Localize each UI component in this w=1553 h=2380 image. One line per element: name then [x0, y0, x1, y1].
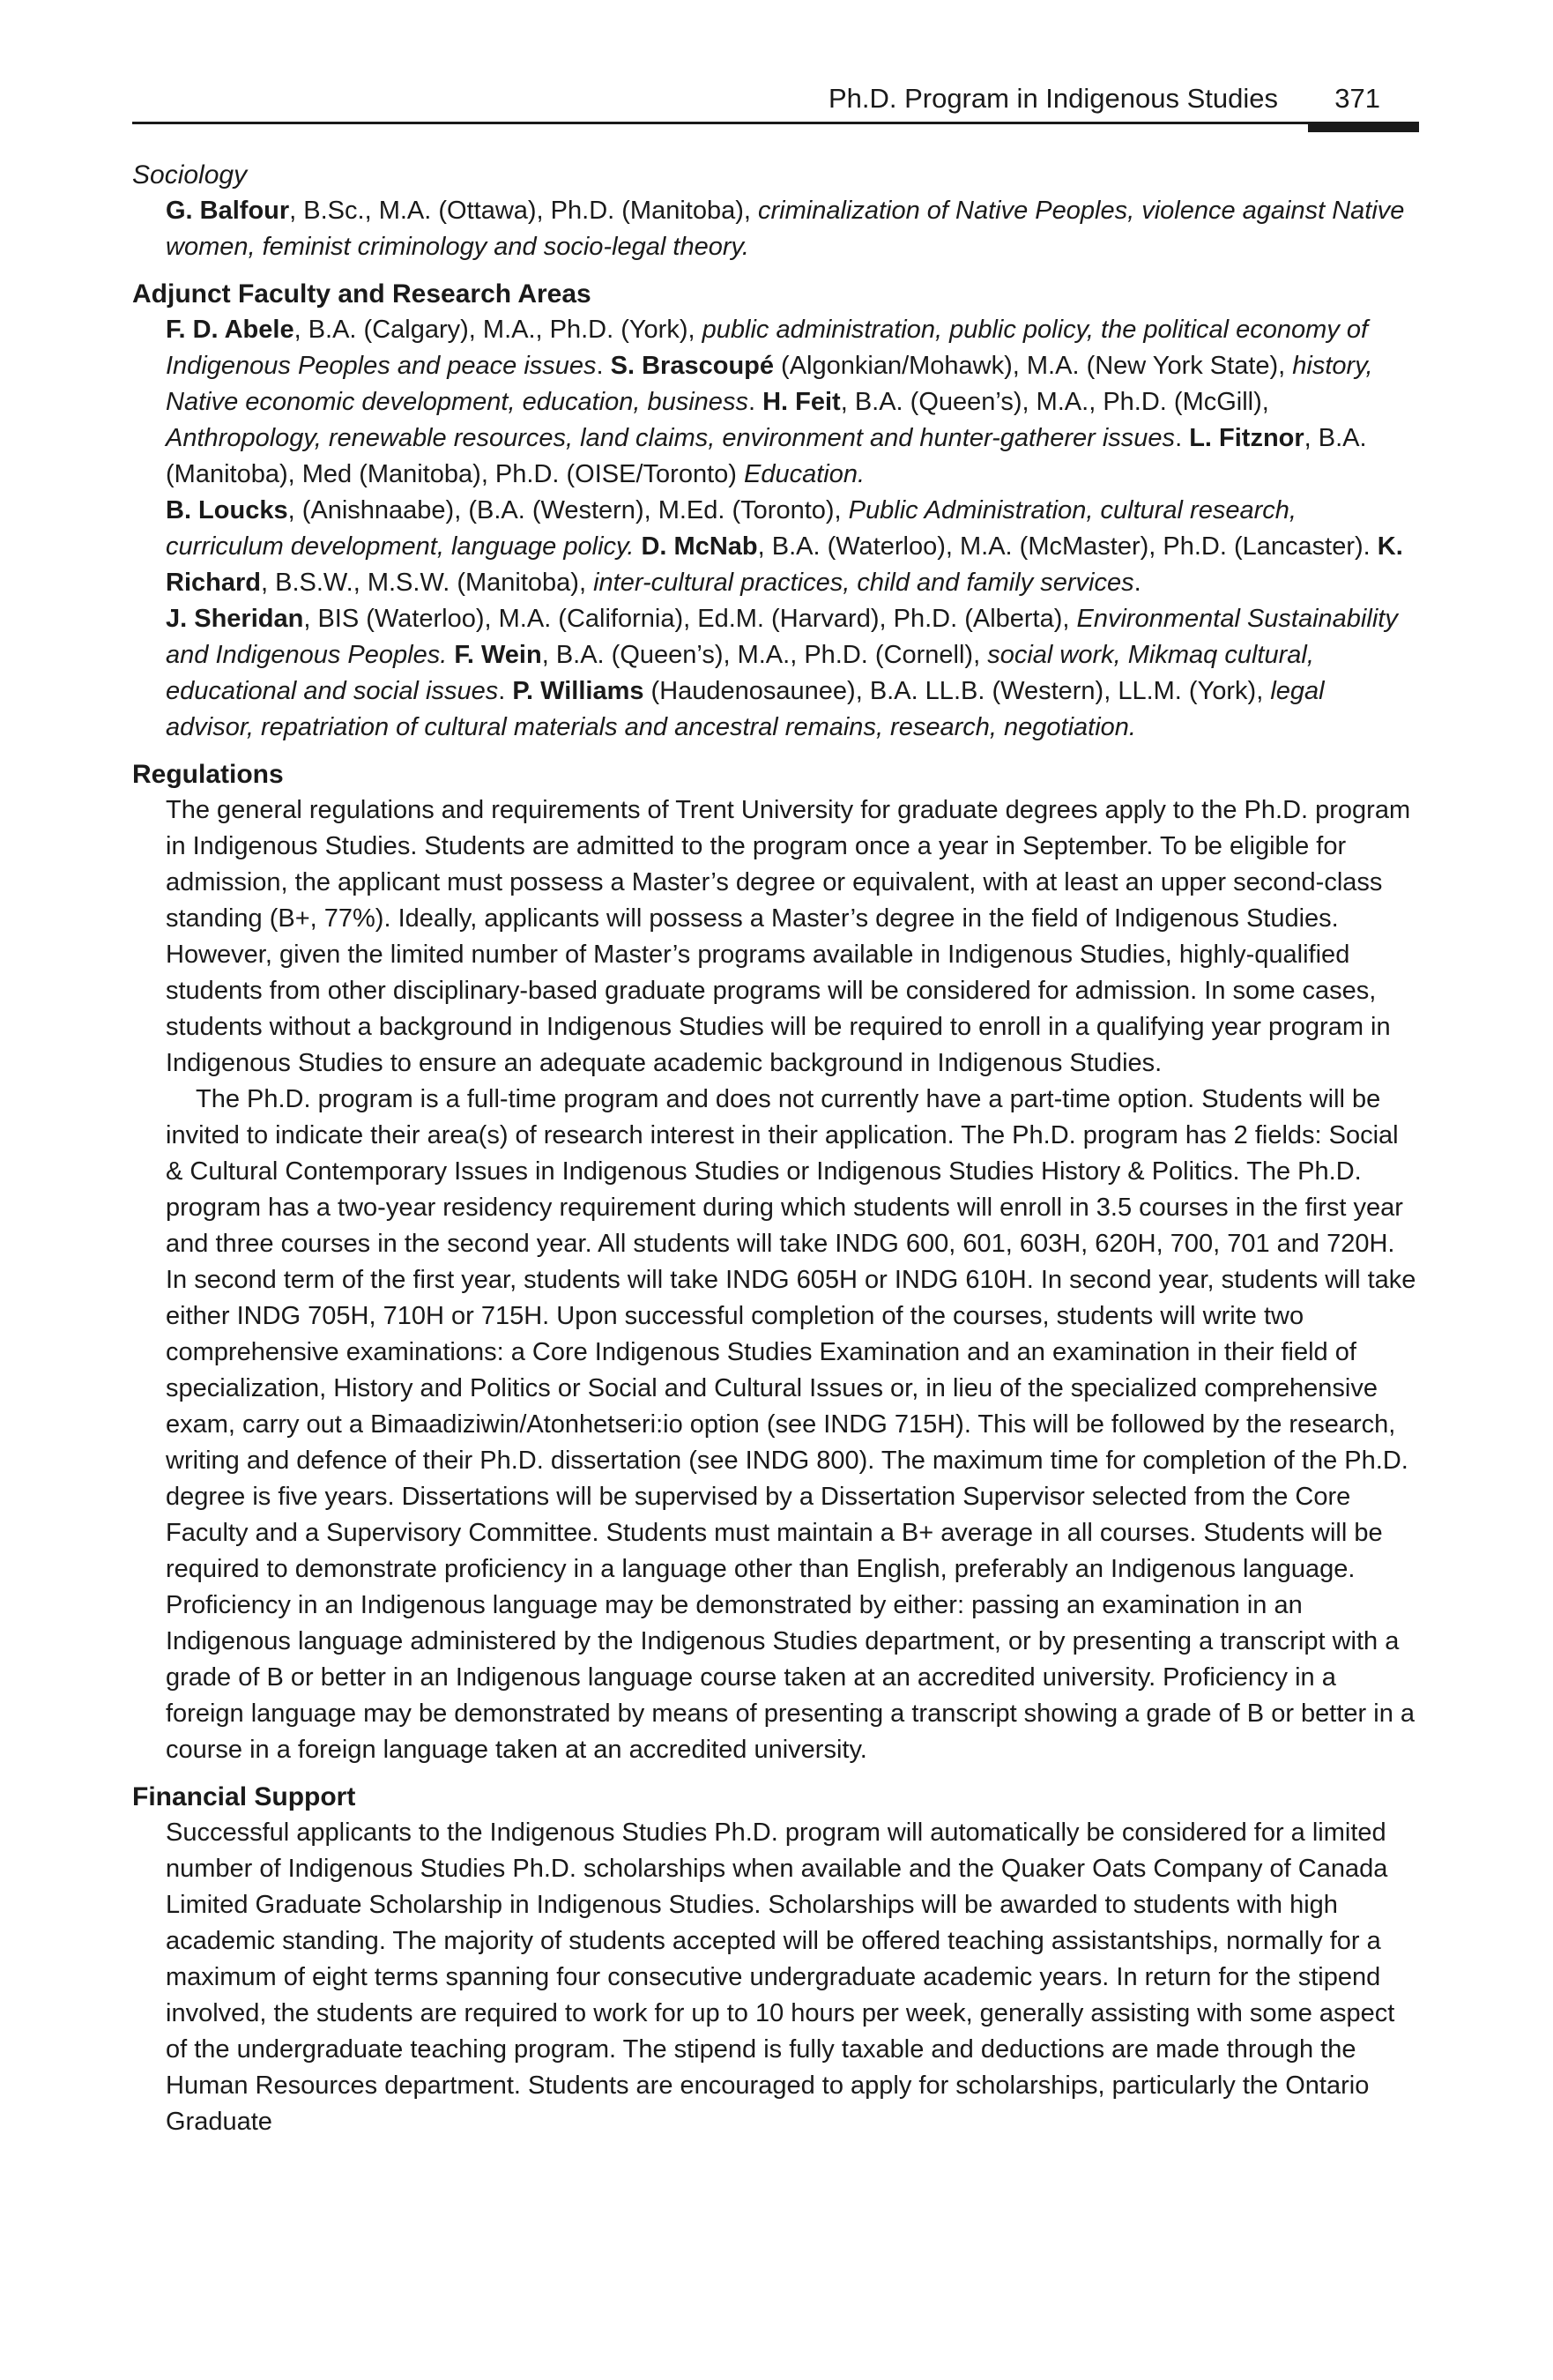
- faculty-research-areas: inter-cultural practices, child and family services: [593, 569, 1134, 597]
- financial-support-paragraph-1: Successful applicants to the Indigenous Studies Ph.D. program will automatically be considered for a limited number of Indigenous Studies Ph.D. scholarships when available and the Quaker Oats Company of Canada Limited Graduate Scholarship in Indigenous Studies. Scholarships will be awarded to students with high academic standing. The majority of students accepted will be offered teaching assistantships, normally for a maximum of eight terms spanning four consecutive undergraduate academic years. In return for the stipend involved, the students are required to work for up to 10 hours per week, generally assisting with some aspect of the undergraduate teaching program. The stipend is fully taxable and deductions are made through the Human Resources department. Students are encouraged to apply for scholarships, particularly the Ontario Graduate: [166, 1818, 1395, 2136]
- faculty-name: J. Sheridan: [166, 605, 304, 633]
- financial-support-heading: Financial Support: [132, 1782, 356, 1811]
- faculty-name: H. Feit: [762, 388, 841, 416]
- faculty-name: B. Loucks: [166, 496, 288, 524]
- faculty-credentials: , B.Sc., M.A. (Ottawa), Ph.D. (Manitoba),: [289, 197, 758, 225]
- faculty-name: S. Brascoupé: [610, 352, 774, 380]
- faculty-research-areas: Education.: [743, 460, 866, 488]
- faculty-credentials: , B.A. (Manitoba), Med (Manitoba), Ph.D. (OISE/Toronto): [166, 424, 1367, 488]
- regulations-paragraph-2: The Ph.D. program is a full-time program and does not currently have a part-time option. Students will be invited to indicate their area(s) of research interest in their application. The Ph.D. program has 2 fields: Social & Cultural Contemporary Issues in Indigenous Studies or Indigenous Studies History & Politics. The Ph.D. program has a two-year residency requirement during which students will enroll in 3.5 courses in the first year and three courses in the second year. All students will take INDG 600, 601, 603H, 620H, 700, 701 and 720H. In second term of the first year, students will take INDG 605H or INDG 610H. In second year, students will take either INDG 705H, 710H or 715H. Upon successful completion of the courses, students will write two comprehensive examinations: a Core Indigenous Studies Examination and an examination in their field of specialization, History and Politics or Social and Cultural Issues or, in lieu of the specialized comprehensive exam, carry out a Bimaadiziwin/Atonhetseri:io option (see INDG 715H). This will be followed by the research, writing and defence of their Ph.D. dissertation (see INDG 800). The maximum time for completion of the Ph.D. degree is five years. Dissertations will be supervised by a Dissertation Supervisor selected from the Core Faculty and a Supervisory Committee. Students must maintain a B+ average in all courses. Students will be required to demonstrate proficiency in a language other than English, preferably an Indigenous language. Proficiency in an Indigenous language may be demonstrated by either: passing an examination in an Indigenous language administered by the Indigenous Studies department, or by presenting a transcript with a grade of B or better in an Indigenous language course taken at an accredited university. Proficiency in a foreign language may be demonstrated by means of presenting a transcript showing a grade of B or better in a course in a foreign language taken at an accredited university.: [166, 1085, 1416, 1764]
- faculty-name: F. Wein: [454, 641, 542, 669]
- faculty-credentials: , B.S.W., M.S.W. (Manitoba),: [260, 569, 594, 597]
- faculty-research-areas: legal advisor, repatriation of cultural materials and ancestral remains, research, negotiation.: [166, 677, 1325, 741]
- faculty-research-areas: history, Native economic development, education, business: [166, 352, 1373, 416]
- faculty-name: K. Richard: [166, 532, 1403, 597]
- faculty-name: P. Williams: [512, 677, 644, 705]
- faculty-research-areas: Environmental Sustainability and Indigenous Peoples.: [166, 605, 1398, 669]
- faculty-research-areas: criminalization of Native Peoples, violence against Native women, feminist criminology and socio-legal theory.: [166, 197, 1405, 261]
- faculty-research-areas: Public Administration, cultural research, curriculum development, language policy.: [166, 496, 1297, 561]
- faculty-name: D. McNab: [641, 532, 758, 561]
- header-bar: [1308, 122, 1419, 132]
- entry-separator: .: [1133, 569, 1141, 597]
- adjunct-heading: Adjunct Faculty and Research Areas: [132, 279, 591, 309]
- regulations-heading: Regulations: [132, 760, 284, 789]
- faculty-name: F. D. Abele: [166, 316, 294, 344]
- entry-separator: .: [1175, 424, 1190, 452]
- entry-separator: .: [596, 352, 611, 380]
- faculty-credentials: , B.A. (Calgary), M.A., Ph.D. (York),: [294, 316, 702, 344]
- faculty-name: G. Balfour: [166, 197, 290, 225]
- faculty-credentials: , BIS (Waterloo), M.A. (California), Ed.M. (Harvard), Ph.D. (Alberta),: [303, 605, 1077, 633]
- faculty-research-areas: social work, Mikmaq cultural, educational and social issues: [166, 641, 1314, 705]
- regulations-body: [132, 792, 1419, 1768]
- faculty-credentials: (Haudenosaunee), B.A. LL.B. (Western), LL.M. (York),: [643, 677, 1271, 705]
- faculty-credentials: , B.A. (Waterloo), M.A. (McMaster), Ph.D. (Lancaster).: [757, 532, 1378, 561]
- entry-separator: .: [498, 677, 513, 705]
- running-header: [132, 79, 1419, 125]
- faculty-credentials: , B.A. (Queen’s), M.A., Ph.D. (Cornell),: [541, 641, 988, 669]
- header-rule: [132, 122, 1419, 124]
- faculty-credentials: , (Anishnaabe), (B.A. (Western), M.Ed. (Toronto),: [287, 496, 849, 524]
- faculty-name: L. Fitznor: [1189, 424, 1304, 452]
- adjunct-faculty-list: [132, 312, 1419, 746]
- page-body: [132, 157, 1419, 2140]
- faculty-credentials: , B.A. (Queen’s), M.A., Ph.D. (McGill),: [840, 388, 1269, 416]
- regulations-paragraph-1: The general regulations and requirements of Trent University for graduate degrees apply to the Ph.D. program in Indigenous Studies. Students are admitted to the program once a year in September. To be eligible for admission, the applicant must possess a Master’s degree or equivalent, with at least an upper second-class standing (B+, 77%). Ideally, applicants will possess a Master’s degree in the field of Indigenous Studies. However, given the limited number of Master’s programs available in Indigenous Studies, highly-qualified students from other disciplinary-based graduate programs will be considered for admission. In some cases, students without a background in Indigenous Studies will be required to enroll in a qualifying year program in Indigenous Studies to ensure an adequate academic background in Indigenous Studies.: [166, 796, 1411, 1077]
- faculty-credentials: (Algonkian/Mohawk), M.A. (New York State),: [774, 352, 1293, 380]
- financial-support-body: [132, 1815, 1419, 2140]
- entry-separator: .: [747, 388, 763, 416]
- faculty-research-areas: public administration, public policy, the political economy of Indigenous Peoples and peace issues: [166, 316, 1369, 380]
- running-header-title: Ph.D. Program in Indigenous Studies: [828, 83, 1278, 114]
- sociology-faculty-list: [132, 193, 1419, 265]
- faculty-research-areas: Anthropology, renewable resources, land claims, environment and hunter-gatherer issues: [166, 424, 1176, 452]
- sociology-heading: Sociology: [132, 160, 248, 190]
- page-number: 371: [1334, 83, 1380, 114]
